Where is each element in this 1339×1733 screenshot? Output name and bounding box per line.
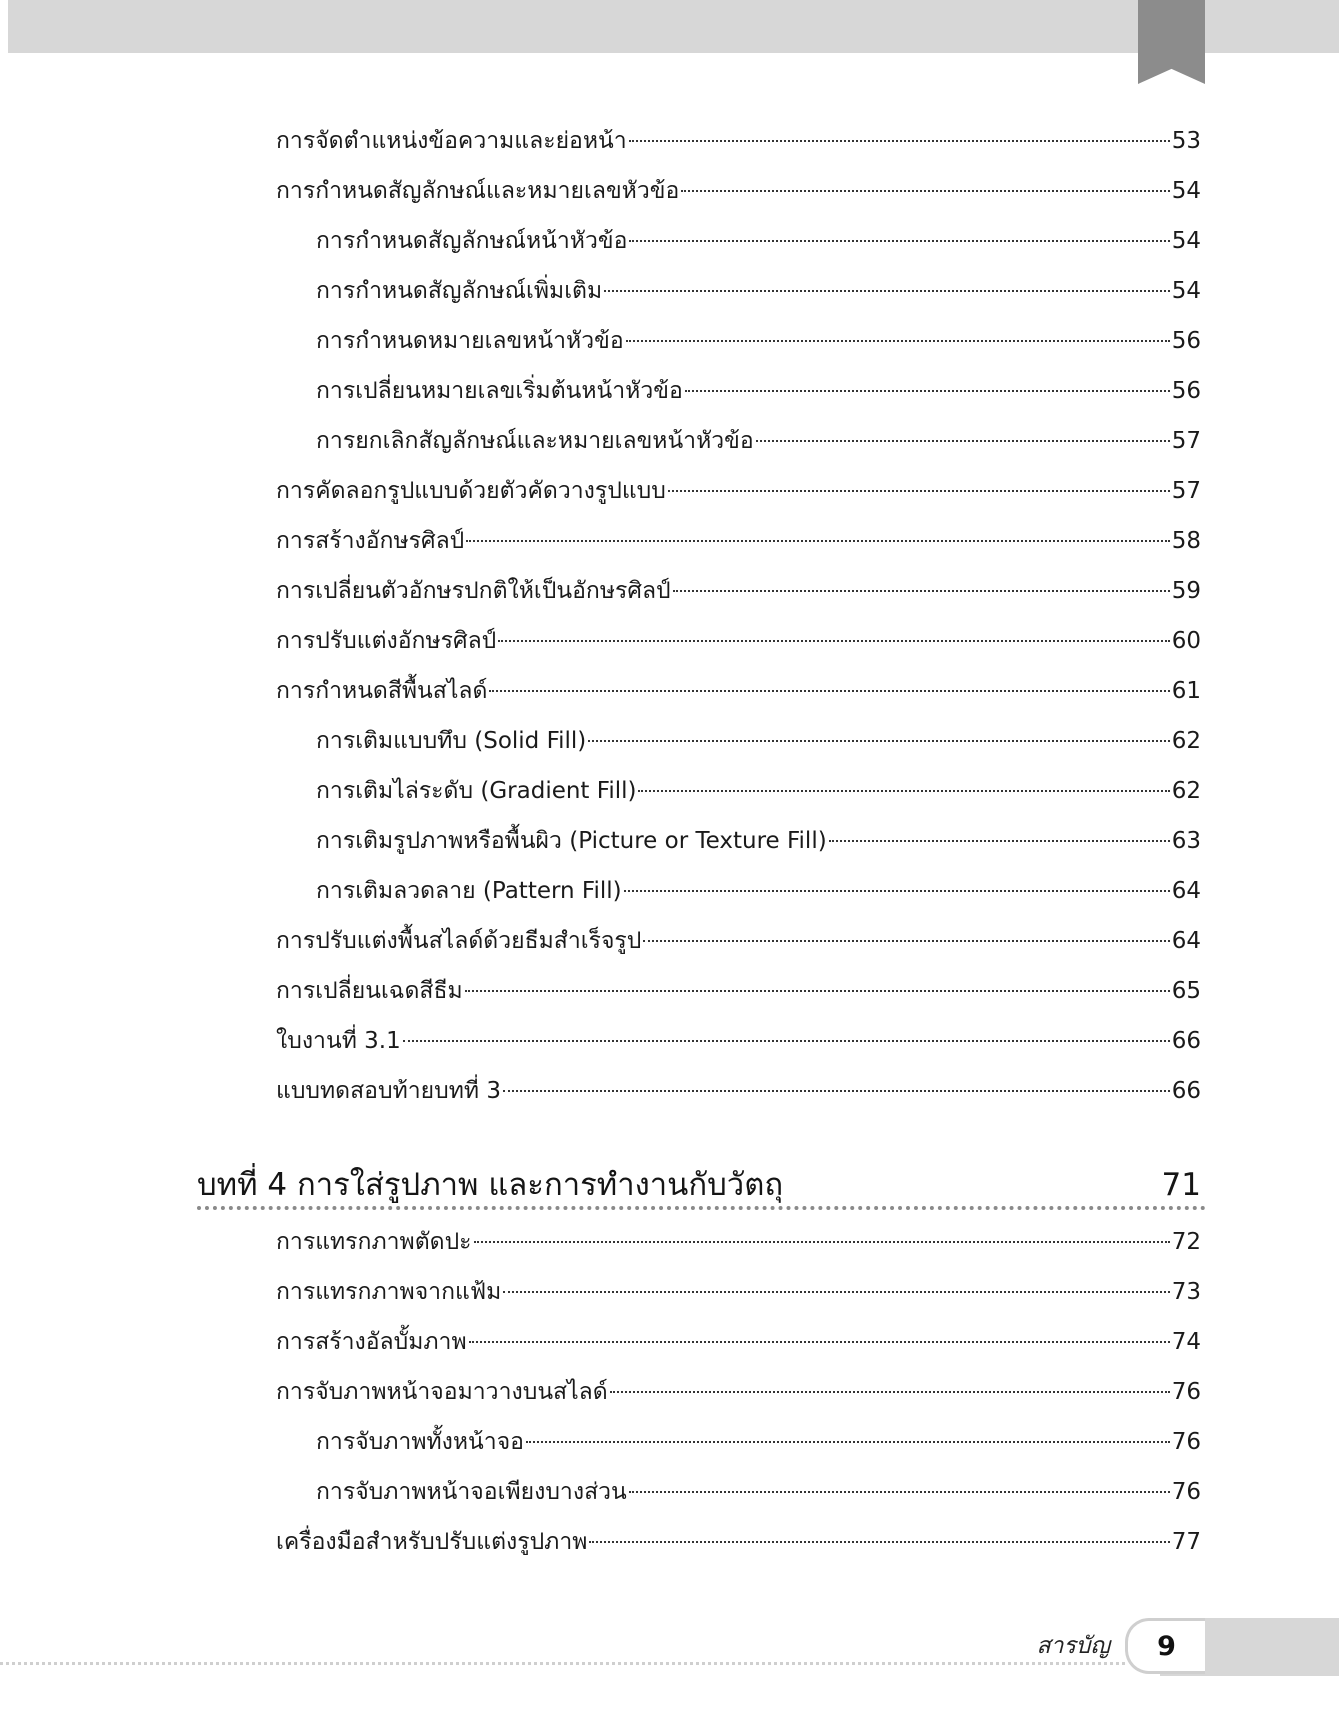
toc-entry (316, 821, 1201, 861)
toc-entry-page: 54 (1171, 228, 1201, 254)
toc-entry (276, 121, 1201, 161)
toc-entry-title: การกำหนดสัญลักษณ์เพิ่มเติม (316, 278, 603, 304)
toc-entry-title: การปรับแต่งพื้นสไลด์ด้วยธีมสำเร็จรูป (276, 928, 642, 954)
toc-entry-page: 56 (1171, 378, 1201, 404)
toc-dot-leader (469, 1341, 1170, 1343)
toc-entry-title: การคัดลอกรูปแบบด้วยตัวคัดวางรูปแบบ (276, 478, 666, 504)
toc-dot-leader (588, 740, 1169, 742)
toc-entry-title: การกำหนดสีพื้นสไลด์ (276, 678, 488, 704)
toc-dot-leader (685, 390, 1170, 392)
toc-entry-page: 58 (1171, 528, 1201, 554)
toc-entry-title: การกำหนดสัญลักษณ์และหมายเลขหัวข้อ (276, 178, 680, 204)
toc-entry (276, 1222, 1201, 1262)
toc-dot-leader (465, 990, 1170, 992)
toc-entry-title: การยกเลิกสัญลักษณ์และหมายเลขหน้าหัวข้อ (316, 428, 754, 454)
toc-entry-title: ใบงานที่ 3.1 (276, 1028, 401, 1054)
toc-entry-title: การเปลี่ยนเฉดสีธีม (276, 978, 463, 1004)
toc-entry (316, 271, 1201, 311)
toc-dot-leader (668, 490, 1170, 492)
toc-entry (276, 521, 1201, 561)
toc-entry-title: การเปลี่ยนหมายเลขเริ่มต้นหน้าหัวข้อ (316, 378, 683, 404)
toc-entry-page: 76 (1171, 1429, 1201, 1455)
toc-dot-leader (643, 940, 1169, 942)
toc-entry (276, 671, 1201, 711)
toc-entry (276, 921, 1201, 961)
toc-dot-leader (466, 540, 1169, 542)
toc-dot-leader (526, 1441, 1170, 1443)
toc-entry-title: การเติมลวดลาย (Pattern Fill) (316, 878, 622, 904)
toc-entry-title: การจับภาพหน้าจอเพียงบางส่วน (316, 1479, 627, 1505)
toc-entry-title: แบบทดสอบท้ายบทที่ 3 (276, 1078, 501, 1104)
toc-entry-page: 57 (1171, 428, 1201, 454)
toc-entry-page: 59 (1171, 578, 1201, 604)
toc-entry (316, 221, 1201, 261)
toc-entry-title: การเปลี่ยนตัวอักษรปกติให้เป็นอักษรศิลป์ (276, 578, 671, 604)
toc-entry-title: การแทรกภาพจากแฟ้ม (276, 1279, 502, 1305)
toc-entry-page: 76 (1171, 1479, 1201, 1505)
toc-dot-leader (681, 190, 1169, 192)
toc-entry-page: 77 (1171, 1529, 1201, 1555)
toc-entry-page: 65 (1171, 978, 1201, 1004)
toc-entry (276, 1071, 1201, 1111)
toc-entry-title: การจัดตำแหน่งข้อความและย่อหน้า (276, 128, 627, 154)
toc-entry-page: 72 (1171, 1229, 1201, 1255)
page-number: 9 (1157, 1630, 1176, 1662)
toc-entry-title: การเติมแบบทึบ (Solid Fill) (316, 728, 587, 754)
bookmark-ribbon-icon (1138, 0, 1205, 84)
toc-dot-leader (489, 690, 1169, 692)
toc-entry-title: การสร้างอักษรศิลป์ (276, 528, 465, 554)
toc-entry (316, 371, 1201, 411)
toc-entry (316, 1422, 1201, 1462)
toc-entry (316, 771, 1201, 811)
toc-dot-leader (498, 640, 1169, 642)
toc-entry-page: 56 (1171, 328, 1201, 354)
toc-entry (316, 721, 1201, 761)
toc-entry-title: การเติมรูปภาพหรือพื้นผิว (Picture or Texture Fill) (316, 828, 827, 854)
toc-entry-page: 76 (1171, 1379, 1201, 1405)
toc-entry-page: 62 (1171, 728, 1201, 754)
footer-section-label: สารบัญ (1036, 1633, 1110, 1659)
toc-entry-title: การเติมไล่ระดับ (Gradient Fill) (316, 778, 637, 804)
toc-entry-page: 57 (1171, 478, 1201, 504)
toc-entry-page: 64 (1171, 878, 1201, 904)
chapter-heading (197, 1155, 1201, 1207)
toc-entry (316, 871, 1201, 911)
toc-dot-leader (673, 590, 1170, 592)
toc-entry-title: การสร้างอัลบั้มภาพ (276, 1329, 467, 1355)
toc-dot-leader (629, 1491, 1170, 1493)
toc-entry-page: 66 (1171, 1078, 1201, 1104)
toc-entry (276, 1322, 1201, 1362)
toc-entry (276, 1021, 1201, 1061)
toc-dot-leader (629, 240, 1169, 242)
toc-entry-page: 54 (1171, 178, 1201, 204)
toc-entry-page: 54 (1171, 278, 1201, 304)
toc-dot-leader (403, 1040, 1170, 1042)
toc-entry (276, 471, 1201, 511)
chapter-title: บทที่ 4 การใส่รูปภาพ และการทำงานกับวัตถุ (197, 1167, 784, 1203)
toc-entry (316, 421, 1201, 461)
toc-entry (276, 971, 1201, 1011)
page-number-tab (1125, 1618, 1205, 1674)
toc-entry (276, 1522, 1201, 1562)
toc-dot-leader (503, 1291, 1169, 1293)
toc-entry (276, 571, 1201, 611)
toc-dot-leader (829, 840, 1170, 842)
toc-entry-title: เครื่องมือสำหรับปรับแต่งรูปภาพ (276, 1529, 588, 1555)
chapter-page: 71 (1161, 1167, 1201, 1203)
footer-dotted-rule (0, 1662, 1125, 1665)
toc-entry-title: การกำหนดสัญลักษณ์หน้าหัวข้อ (316, 228, 628, 254)
toc-dot-leader (629, 140, 1170, 142)
toc-entry (276, 1272, 1201, 1312)
toc-dot-leader (589, 1541, 1169, 1543)
toc-entry-title: การปรับแต่งอักษรศิลป์ (276, 628, 497, 654)
toc-dot-leader (756, 440, 1170, 442)
toc-dot-leader (638, 790, 1169, 792)
toc-entry-page: 66 (1171, 1028, 1201, 1054)
toc-entry-title: การจับภาพหน้าจอมาวางบนสไลด์ (276, 1379, 608, 1405)
toc-entry-page: 53 (1171, 128, 1201, 154)
toc-dot-leader (503, 1090, 1170, 1092)
toc-entry-page: 61 (1171, 678, 1201, 704)
toc-entry-page: 74 (1171, 1329, 1201, 1355)
toc-entry-title: การกำหนดหมายเลขหน้าหัวข้อ (316, 328, 624, 354)
toc-dot-leader (610, 1391, 1170, 1393)
toc-entry-page: 73 (1171, 1279, 1201, 1305)
toc-dot-leader (604, 290, 1170, 292)
toc-entry (276, 621, 1201, 661)
toc-dot-leader (626, 340, 1170, 342)
chapter-divider (197, 1206, 1206, 1210)
toc-dot-leader (624, 890, 1170, 892)
toc-entry-page: 64 (1171, 928, 1201, 954)
toc-entry-title: การจับภาพทั้งหน้าจอ (316, 1429, 524, 1455)
toc-entry-title: การแทรกภาพตัดปะ (276, 1229, 472, 1255)
toc-entry-page: 62 (1171, 778, 1201, 804)
toc-entry (316, 1472, 1201, 1512)
toc-entry (316, 321, 1201, 361)
toc-entry (276, 1372, 1201, 1412)
toc-entry-page: 63 (1171, 828, 1201, 854)
toc-dot-leader (474, 1241, 1170, 1243)
toc-entry (276, 171, 1201, 211)
toc-entry-page: 60 (1171, 628, 1201, 654)
